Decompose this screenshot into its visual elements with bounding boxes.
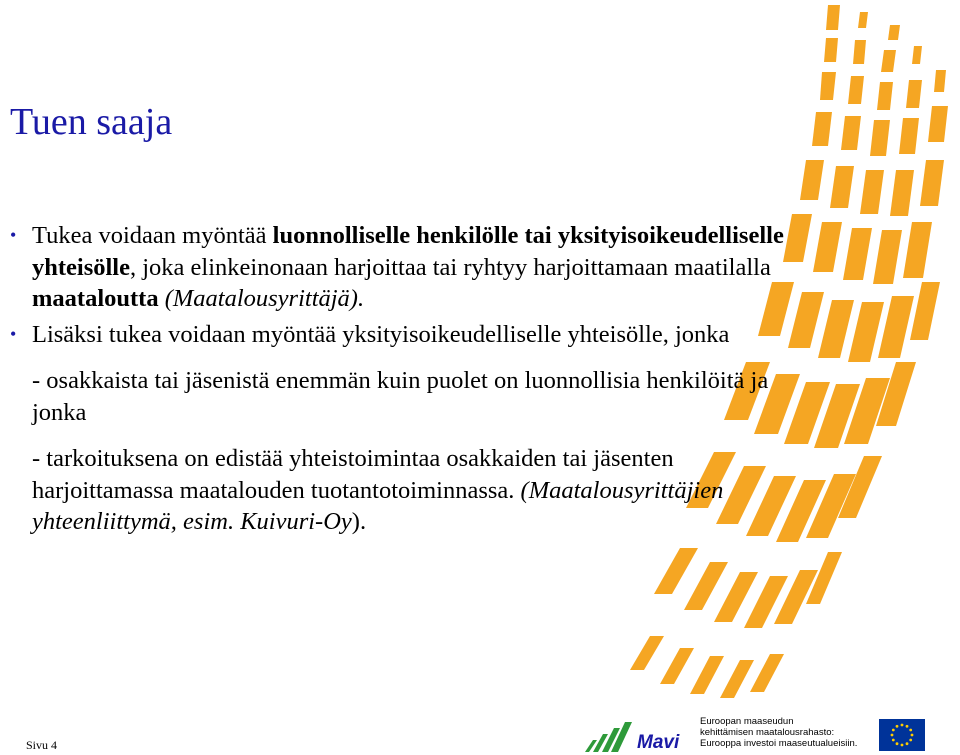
b1-text-a: Tukea voidaan myöntää	[32, 222, 273, 249]
b1-italic: (Maatalousyrittäjä).	[164, 285, 365, 312]
eu-flag-icon	[879, 719, 925, 751]
b2-end: ).	[351, 508, 367, 535]
b1-bold-b: maataloutta	[32, 285, 159, 312]
bullet-item-2	[10, 319, 810, 538]
eu-line-1: Euroopan maaseudun	[700, 716, 794, 727]
bullet-2-line-2: - osakkaista tai jäsenistä enemmän kuin puolet on luonnollisia henkilöitä ja jonka	[32, 367, 769, 426]
eu-line-3: Eurooppa investoi maaseutualueisiin.	[700, 738, 858, 749]
bullet-icon: •	[10, 323, 17, 344]
b2-italic: (Maatalousyrittäjien yhteenliittymä, esim. Kuivuri-Oy	[32, 476, 724, 535]
mavi-wordmark: Mavi	[637, 732, 680, 753]
bullet-2-line-3	[32, 443, 810, 538]
eu-line-2: kehittämisen maatalousrahasto:	[700, 727, 835, 738]
slide-body	[10, 220, 810, 538]
bullet-icon: •	[10, 225, 17, 245]
b1-bold-a: luonnolliselle henkilölle tai yksityisoikeudelliselle yhteisölle	[32, 222, 784, 281]
bullet-item-1	[10, 220, 810, 315]
eu-fund-text	[700, 716, 872, 749]
b2-line3-text: - tarkoituksena on edistää yhteistoimintaa osakkaiden tai jäsenten harjoittamassa maatalouden tuotantotoiminnassa.	[32, 445, 674, 504]
page-number: Sivu 4	[26, 738, 58, 752]
bullet-2-intro: Lisäksi tukea voidaan myöntää yksityisoikeudelliselle yhteisölle, jonka	[32, 320, 730, 348]
bullet-1-text	[32, 220, 810, 315]
b1-text-b: , joka elinkeinonaan harjoittaa tai ryhtyy harjoittamaan maatilalla	[130, 253, 771, 281]
slide-title: Tuen saaja	[10, 101, 173, 143]
